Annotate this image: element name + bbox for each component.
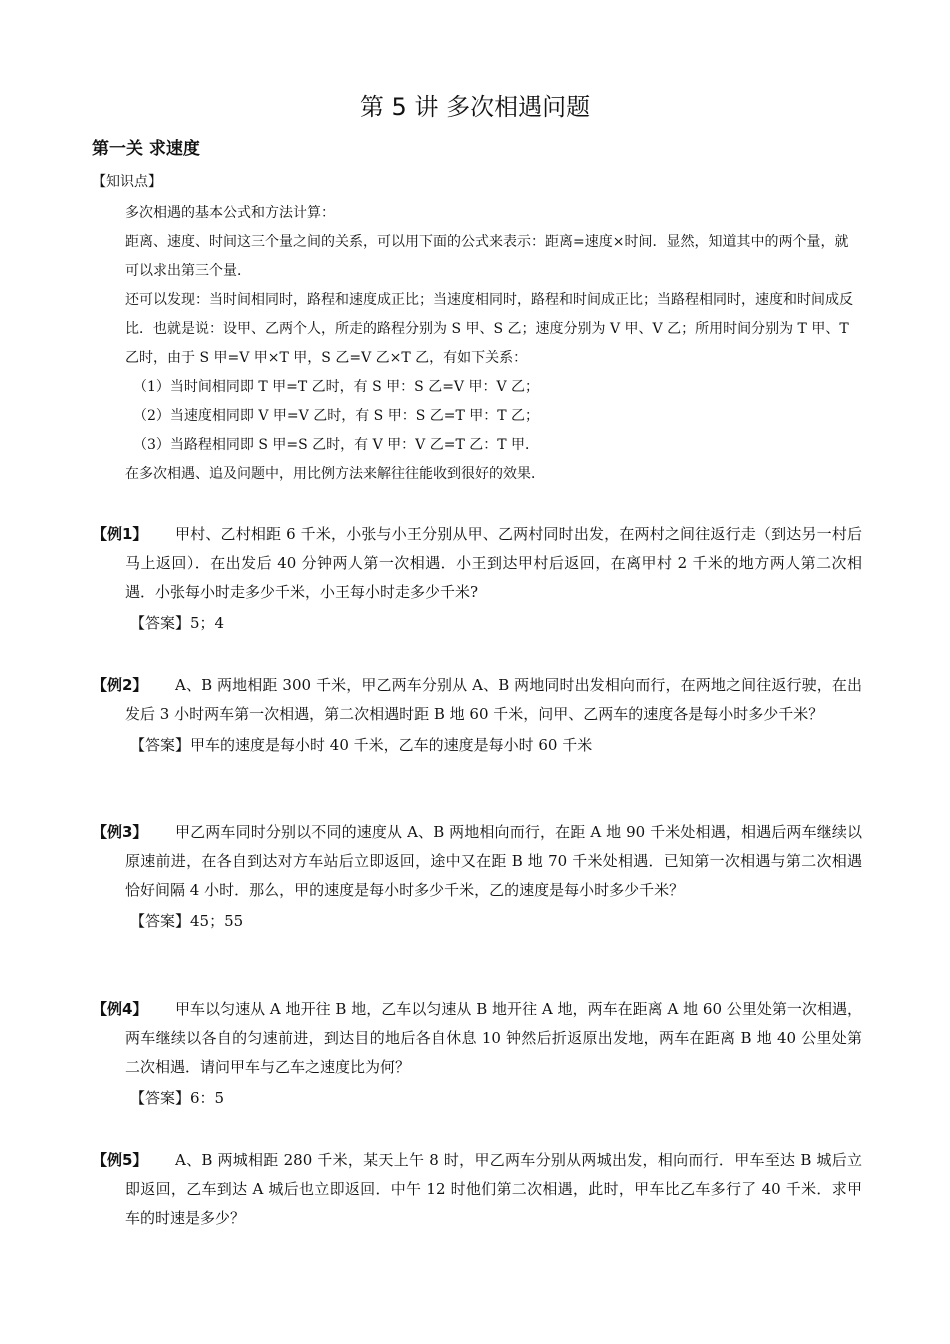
knowledge-item: （1）当时间相同即 T 甲=T 乙时，有 S 甲：S 乙=V 甲：V 乙； (133, 379, 540, 395)
example-answer: 【答案】甲车的速度是每小时 40 千米，乙车的速度是每小时 60 千米 (130, 736, 593, 754)
knowledge-body (125, 199, 860, 489)
example-text: 甲村、乙村相距 6 千米，小张与小王分别从甲、乙两村同时出发，在两村之间往返行走（到达另一村后马上返回）．在出发后 40 分钟两人第一次相遇．小王到达甲村后返回，在离甲村 2 千米的地方两人第二次相遇．小张每小时走多少千米，小王每小时走多少千米? (125, 525, 862, 601)
knowledge-intro: 多次相遇的基本公式和方法计算： (125, 205, 335, 221)
example-3 (92, 818, 862, 936)
knowledge-header: 【知识点】 (92, 174, 162, 190)
knowledge-conclusion: 在多次相遇、追及问题中，用比例方法来解往往能收到很好的效果． (125, 466, 545, 482)
knowledge-paragraph: 距离、速度、时间这三个量之间的关系，可以用下面的公式来表示：距离=速度×时间．显然，知道其中的两个量，就可以求出第三个量． (125, 234, 849, 279)
example-4 (92, 995, 862, 1113)
example-label: 【例4】 (92, 1000, 148, 1018)
example-text: 甲乙两车同时分别以不同的速度从 A、B 两地相向而行，在距 A 地 90 千米处相遇，相遇后两车继续以原速前进，在各自到达对方车站后立即返回，途中又在距 B 地 70 千米处相遇．已知第一次相遇与第二次相遇恰好间隔 4 小时．那么，甲的速度是每小时多少千米，乙的速度是每小时多少千米？ (125, 823, 862, 899)
example-text: A、B 两地相距 300 千米，甲乙两车分别从 A、B 两地同时出发相向而行，在两地之间往返行驶，在出发后 3 小时两车第一次相遇，第二次相遇时距 B 地 60 千米，问甲、乙两车的速度各是每小时多少千米？ (125, 676, 862, 723)
example-2 (92, 671, 862, 760)
page-title: 第 5 讲 多次相遇问题 (359, 93, 591, 121)
knowledge-paragraph: 还可以发现：当时间相同时，路程和速度成正比；当速度相同时，路程和时间成正比；当路程相同时，速度和时间成反比．也就是说：设甲、乙两个人，所走的路程分别为 S 甲、S 乙；速度分别为 V 甲、V 乙；所用时间分别为 T 甲、T 乙时，由于 S 甲=V 甲×T 甲，S 乙=V 乙×T 乙，有如下关系： (125, 292, 853, 366)
example-label: 【例1】 (92, 525, 148, 543)
example-answer: 【答案】45；55 (130, 912, 244, 930)
example-label: 【例3】 (92, 823, 148, 841)
example-5 (92, 1146, 862, 1233)
example-1 (92, 520, 862, 638)
example-label: 【例2】 (92, 676, 148, 694)
knowledge-item: （3）当路程相同即 S 甲=S 乙时，有 V 甲：V 乙=T 乙：T 甲． (133, 437, 540, 453)
example-answer: 【答案】5；4 (130, 614, 225, 632)
example-text: A、B 两城相距 280 千米，某天上午 8 时，甲乙两车分别从两城出发，相向而行．甲车至达 B 城后立即返回，乙车到达 A 城后也立即返回．中午 12 时他们第二次相遇，此时，甲车比乙车多行了 40 千米．求甲车的时速是多少？ (125, 1151, 862, 1227)
example-text: 甲车以匀速从 A 地开往 B 地，乙车以匀速从 B 地开往 A 地，两车在距离 A 地 60 公里处第一次相遇，两车继续以各自的匀速前进，到达目的地后各自休息 10 钟然后折返原出发地，两车在距离 B 地 40 公里处第二次相遇．请问甲车与乙车之速度比为何？ (125, 1000, 862, 1076)
example-answer: 【答案】6：5 (130, 1089, 225, 1107)
knowledge-item: （2）当速度相同即 V 甲=V 乙时，有 S 甲：S 乙=T 甲：T 乙； (133, 408, 540, 424)
example-label: 【例5】 (92, 1151, 148, 1169)
section-heading: 第一关 求速度 (92, 139, 200, 159)
